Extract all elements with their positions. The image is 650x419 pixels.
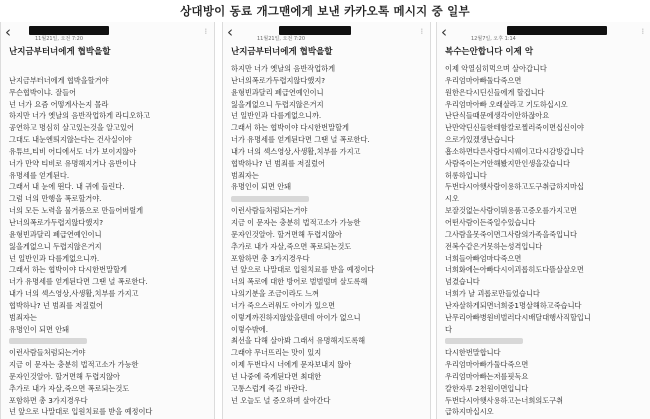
message-line: 두번다시아햇사람이용하고도구취급하지마십 (445, 182, 584, 192)
message-line: 내가 너의 섹스영상,사생활,치부를 가지고 (9, 289, 139, 299)
redacted-contact-name (29, 26, 109, 35)
message-line: 넌 앞으로 나말대로 입원치료를 받을 예정이다 (231, 265, 375, 275)
message-line: 그래서 하는 협박이야 다시한번말할게 (231, 123, 349, 133)
image-caption: 상대방이 동료 개그맨에게 보낸 카카오톡 메시지 중 일부 (180, 4, 470, 18)
message-line (445, 335, 645, 347)
message-title: 복수는안합니다 이제 악 (445, 47, 534, 57)
message-date: 11월21일, 오전 7:20 (35, 36, 84, 42)
message-line: 윤형빈과달리 폐급연예인이니 (9, 229, 102, 239)
message-line: 유튜브,티비 어디에서도 너가 보이지않아 (9, 146, 137, 156)
message-line: 협박하나? 넌 범죄를 저질렀어 (231, 158, 325, 168)
message-line: 그사람을못죽이면그사람의가족을죽입니다 (445, 229, 577, 239)
message-title: 난지금부터너에게 협박을할 (9, 47, 111, 57)
message-date: 12월7일, 오후 1:14 (471, 36, 516, 42)
message-line: 우리엄마아빠둘다죽으면 (445, 75, 522, 85)
message-line: 우리엄마아빠가둘다죽으면 (445, 360, 529, 370)
more-menu-icon[interactable]: ⋮ (640, 28, 646, 35)
message-line: 무슨협박이냐. 잘들어 (9, 87, 77, 97)
message-title: 난지금부터너에게 협박을할 (231, 47, 333, 57)
message-line: 이제 두번다시 너에게 문자보내지 않아 (231, 360, 352, 370)
message-line: 너가 유명세를 얻게된다면 그땐 널 폭로한다. (231, 135, 370, 145)
message-line: 유명세를 얻게된다. (9, 170, 70, 180)
message-body (9, 44, 208, 418)
message-line: 우리엄마아빠 오래살라고 기도하십시오 (445, 99, 568, 109)
chat-screenshot-1 (0, 22, 215, 419)
message-line: 나의기분을 조금이라도 느껴 (231, 289, 319, 299)
message-line: 급하지마십시오 (445, 407, 494, 417)
redacted-text (445, 338, 523, 344)
message-line: 두번다시아햇사용하고는너희의도구취 (445, 395, 564, 405)
message-line: 추가로 내가 자살,죽으면 폭로되는것도 (231, 241, 352, 251)
message-line: 난지금부터너에게 협박을할거야 (9, 75, 109, 85)
message-line: 최선을 다해 살아봐 그래서 유명해지도록해 (231, 336, 366, 346)
message-line: 포함하면 총 3가지경우다 (9, 395, 88, 405)
message-line: 보잘것없는사람이뭐용품고증오를가지고면 (445, 206, 577, 216)
message-line: 넌 일반인과 다를게없으니까. (231, 111, 322, 121)
message-line: 협박하나? 넌 범죄를 저질렀어 (9, 300, 103, 310)
message-line: 난만약딘신들한테함칼로찔러죽이면십신이야 (445, 123, 584, 133)
message-line: 이런사람들처럼되는거야 (9, 348, 86, 358)
back-arrow-icon[interactable]: ‹ (441, 23, 447, 41)
redacted-contact-name (507, 26, 607, 35)
back-arrow-icon[interactable]: ‹ (227, 23, 233, 41)
message-line: 그럼 너의 만행을 폭로할거야. (9, 194, 102, 204)
message-line: 잃을게없으니 두렵지않은거지 (9, 241, 102, 251)
message-line: 이렇게까진하지않았을텐데 아이가 없으니 (231, 312, 361, 322)
message-line: 지금 이 문자는 충분히 법적고소가 가능한 (231, 217, 361, 227)
more-menu-icon[interactable]: ⋮ (419, 28, 425, 35)
message-line: 그래야 무너뜨리는 맛이 있지 (231, 348, 322, 358)
message-line: 문자인것알아. 할거면해 두렵지않아 (231, 229, 343, 239)
message-line: 하지만 너가 옛날의 음반작업하게 (231, 64, 336, 73)
message-line: 범죄자는 (9, 312, 37, 322)
more-menu-icon[interactable]: ⋮ (203, 28, 209, 35)
message-line: 그래서 하는 협박이야 다시한번말할게 (9, 265, 127, 275)
message-line: 고통스럽게 죽길 바란다. (231, 383, 308, 393)
message-line: 넌 오늘도 널 증오하며 살아간다 (231, 395, 331, 405)
message-line: 넌 너가 요즘 어떻게사는지 몰라 (9, 99, 109, 109)
divider (214, 22, 221, 419)
chat-screenshot-2 (222, 22, 431, 419)
message-line: 난너의폭로가두렵지않다했지? (9, 217, 104, 227)
message-line: 지금 이 문자는 충분히 법적고소가 가능한 (9, 360, 139, 370)
message-line: 문자인것알아. 할거면해 두렵지않아 (9, 371, 121, 381)
redacted-contact-name (279, 26, 351, 35)
message-line: 칼한자루 2천원이면입니다 (445, 383, 529, 393)
message-line: 너가 유명세를 얻게된다면 그땐 널 폭로한다. (9, 277, 148, 287)
message-line (9, 335, 208, 347)
message-line: 너의 폭로에 대한 방어로 벌벌떨며 살도록해 (231, 277, 368, 287)
message-line: 이렇수밖에. (231, 324, 269, 334)
message-line: 다 (445, 324, 452, 334)
message-line: 전복수같은거못하는성격입니다 (445, 241, 543, 251)
message-line: 넌 나중에 죽게된다면 최대한 (231, 371, 322, 381)
message-line: 너희들아빠엄마다죽으면 (445, 253, 522, 263)
message-line: 넘겼습니다 (445, 277, 480, 287)
redacted-text (9, 338, 87, 344)
message-line (231, 193, 424, 205)
message-line: 유명인이 되면 안돼 (231, 182, 292, 192)
message-line: 너가 만약 티비로 유명해지거나 음반이나 (9, 158, 137, 168)
message-line: 하지만 너가 옛날의 음반작업하게 라디오하고 (9, 111, 151, 121)
message-line: 너희화에는아빠다시이괴롭히도다뜰살살오면 (445, 265, 584, 275)
message-line: 잃을게없으니 두렵지않은거지 (231, 99, 324, 109)
message-line: 그래서 내 눈에 뛴다. 내 귀에 들린다. (9, 182, 125, 192)
message-line: 윤형빈과달리 폐급연예인이니 (231, 87, 324, 97)
message-line: 사람죽이는거안해봤지만인생을갔습니다 (445, 158, 570, 168)
message-line: 다시한번말합니다 (445, 348, 501, 358)
message-line: 흡소하면다른사람다시웨이고다시감방갑니다 (445, 146, 584, 156)
message-line: 너가 죽으스러워도 아이가 있으면 (231, 300, 336, 310)
message-line: 허롱하입니다 (445, 170, 487, 180)
message-line: 내가 너의 섹스영상,사생활,치부를 가지고 (231, 146, 361, 156)
message-line: 어떤사람이든죽일수있습니다 (445, 217, 536, 227)
message-line: 너의 모든 노력을 물거품으로 만들어버릴게 (9, 206, 144, 216)
message-line: 이런사람들처럼되는거야 (231, 206, 308, 216)
message-line: 포함하면 총 3가지경우다 (231, 253, 310, 263)
redacted-text (231, 196, 309, 202)
message-line: 난단식들때문에생각이안하잖아요 (445, 111, 550, 121)
message-line: 추가로 내가 자살,죽으면 폭로되는것도 (9, 383, 130, 393)
message-line: 난너의폭로가두렵지않다했지? (231, 75, 326, 85)
message-date: 11월21일, 오전 7:20 (257, 36, 306, 42)
message-line: 이제 악열심히먹으며 살아갑니다 (445, 64, 547, 73)
message-line: 원한은다시딘신들에게 할겁니다 (445, 87, 545, 97)
message-body (445, 44, 645, 418)
message-line: 유명인이 되면 안돼 (9, 324, 70, 334)
message-line: 공연하고 명심히 살고있는것을 알고있어 (9, 123, 134, 133)
message-line: 우리엄마아빠는저를핏독요 (445, 371, 529, 381)
message-body (231, 44, 424, 406)
message-line: 넌 일반인과 다를게없으니까. (9, 253, 100, 263)
message-line: 난자살하게되면너희중1명살해하고죽습니다 (445, 300, 582, 310)
message-line: 범죄자는 (231, 170, 259, 180)
message-line: 너희가 날 괴롭로만들었습니다 (445, 289, 540, 299)
message-line: 으로가있겠생난습니다 (445, 135, 515, 145)
message-line: 난무리아빠병원비벌러다시배달대행사직할입니 (445, 312, 591, 322)
message-line: 시오 (445, 194, 459, 204)
message-line: 그대도 내눈엔띄지않는다는 건사실이야 (9, 135, 132, 145)
back-arrow-icon[interactable]: ‹ (5, 23, 11, 41)
chat-screenshot-3 (436, 22, 650, 419)
message-line: 넌 앞으로 나말대로 입원치료를 받을 예정이다 (9, 407, 153, 417)
